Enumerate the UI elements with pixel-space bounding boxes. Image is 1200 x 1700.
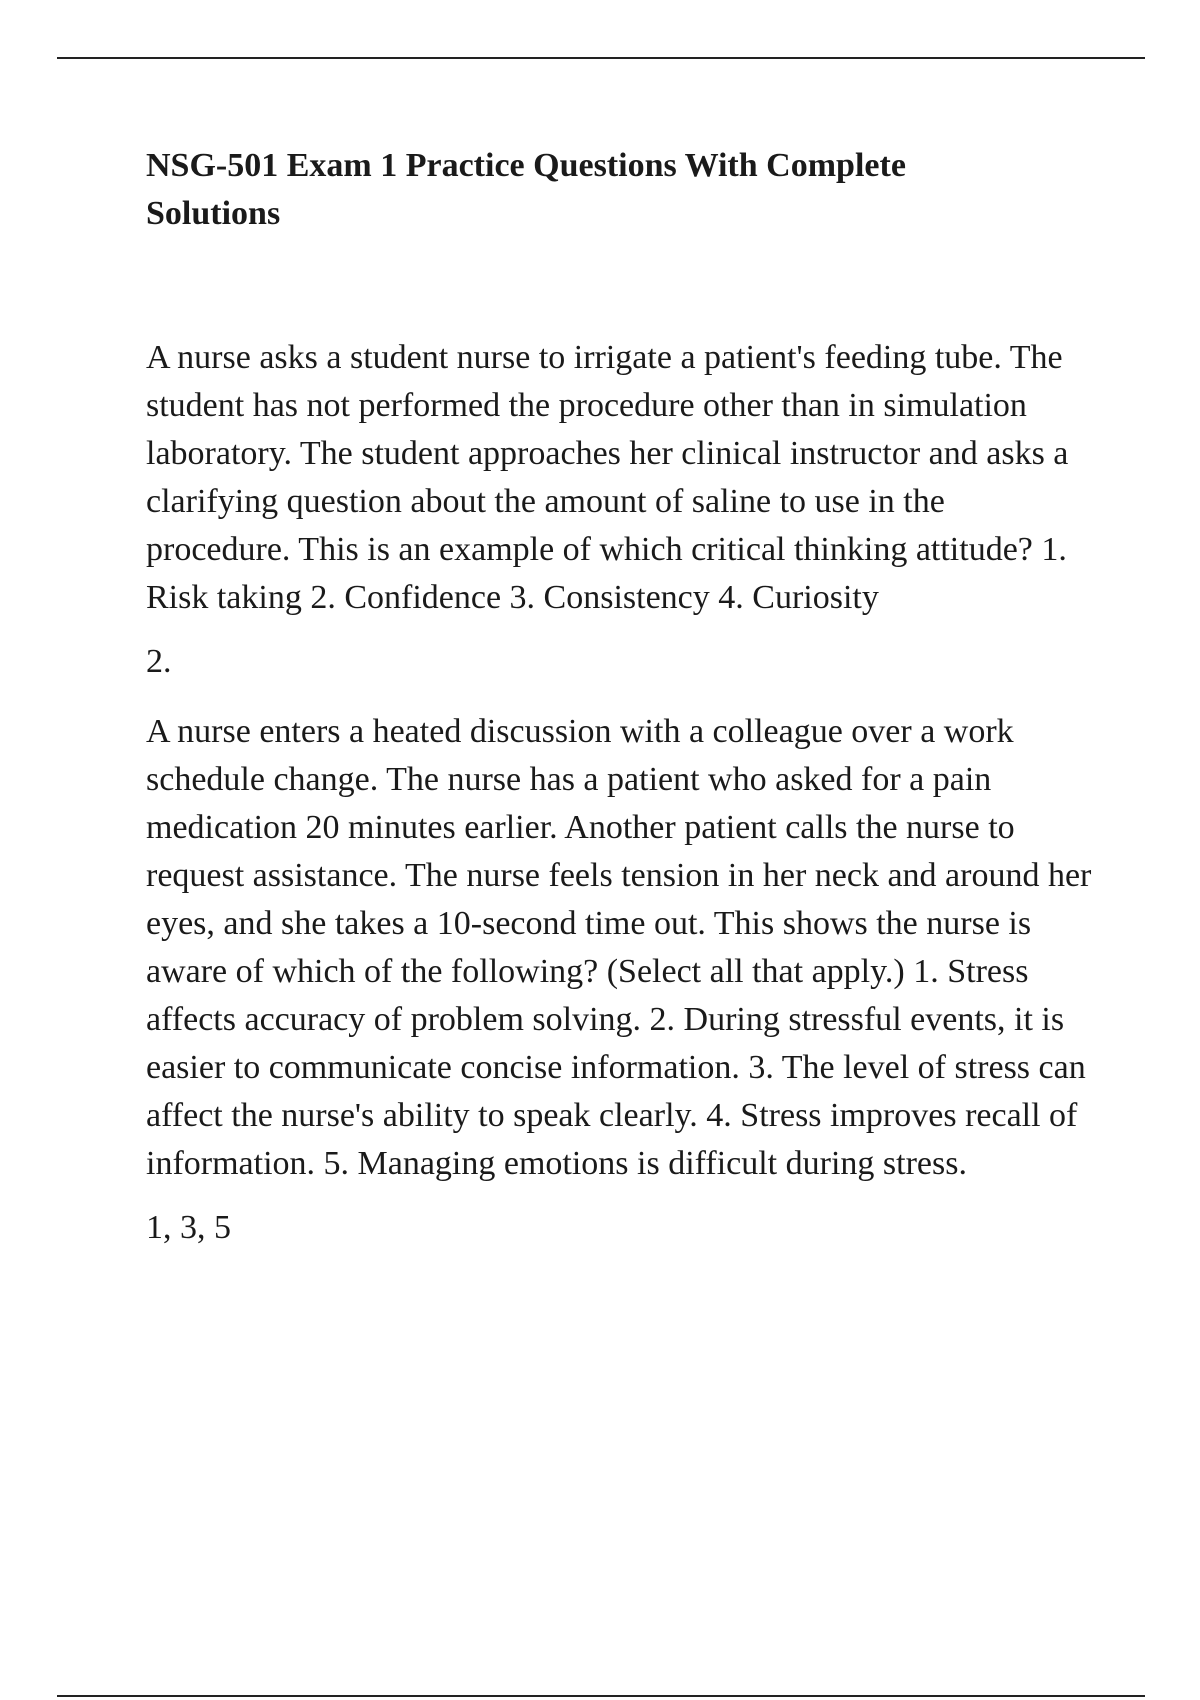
question-text: A nurse enters a heated discussion with a colleague over a work schedule change. The nurse has a patient who asked for a pain medication 20 minutes earlier. Another patient calls the nurse to request assistance. The nurse feels tension in her neck and around her eyes, and she takes a 10-second time out. This shows the nurse is aware of which of the following? (Select all that apply.) 1. Stress affects accuracy of problem solving. 2. During stressful events, it is easier to communicate concise information. 3. The level of stress can affect the nurse's ability to speak clearly. 4. Stress improves recall of information. 5. Managing emotions is difficult during stress. <box>146 713 1092 1182</box>
answer-text: 1, 3, 5 <box>146 1209 231 1246</box>
document-body <box>146 142 1096 1274</box>
question-text: A nurse asks a student nurse to irrigate a patient's feeding tube. The student has not performed the procedure other than in simulation laboratory. The student approaches her clinical instructor and asks a clarifying question about the amount of saline to use in the procedure. This is an example of which critical thinking attitude? 1. Risk taking 2. Confidence 3. Consistency 4. Curiosity <box>146 339 1069 616</box>
bottom-divider <box>57 1695 1145 1697</box>
answer-text: 2. <box>146 643 172 680</box>
document-title: NSG-501 Exam 1 Practice Questions With Complete Solutions <box>146 147 906 232</box>
qa-item-2 <box>146 708 1096 1252</box>
qa-item-1 <box>146 334 1096 686</box>
top-divider <box>57 57 1145 59</box>
qa-list <box>146 334 1096 1252</box>
